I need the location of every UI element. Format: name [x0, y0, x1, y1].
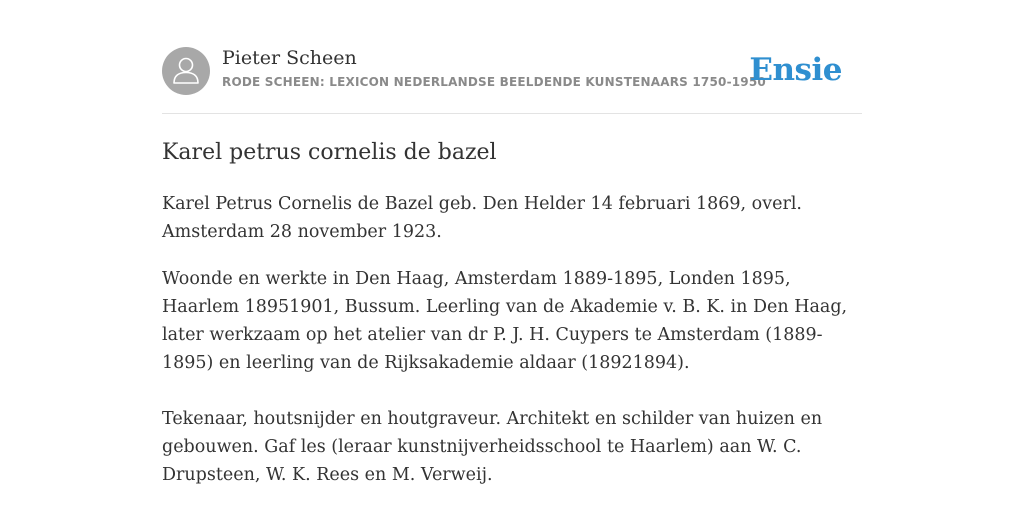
source-label[interactable]: RODE SCHEEN: LEXICON NEDERLANDSE BEELDENDE KUNSTENAARS 1750-1950: [222, 75, 766, 89]
paragraph-birth-death: Karel Petrus Cornelis de Bazel geb. Den Helder 14 februari 1869, overl. Amsterdam 28 november 1923.: [162, 194, 802, 242]
divider: [162, 113, 862, 114]
user-icon: [162, 47, 210, 95]
ensie-logo[interactable]: Ensie: [749, 52, 842, 88]
author-name[interactable]: Pieter Scheen: [222, 47, 357, 69]
paragraph-work: Tekenaar, houtsnijder en houtgraveur. Architekt en schilder van huizen en gebouwen. Gaf les (leraar kunstnijverheidsschool te Haarlem) aan W. C. Drupsteen, W. K. Rees en M. Verweij.: [162, 409, 823, 485]
article-body: [162, 190, 852, 489]
article-title: Karel petrus cornelis de bazel: [162, 140, 497, 165]
paragraph-biography: Woonde en werkte in Den Haag, Amsterdam 1889-1895, Londen 1895, Haarlem 18951901, Bussum. Leerling van de Akademie v. B. K. in Den Haag, later werkzaam op het atelier van dr P. J. H. Cuypers te Amsterdam (1889-1895) en leerling van de Rijksakademie aldaar (18921894).: [162, 269, 848, 373]
avatar[interactable]: [162, 47, 210, 95]
author-header: [162, 46, 862, 96]
